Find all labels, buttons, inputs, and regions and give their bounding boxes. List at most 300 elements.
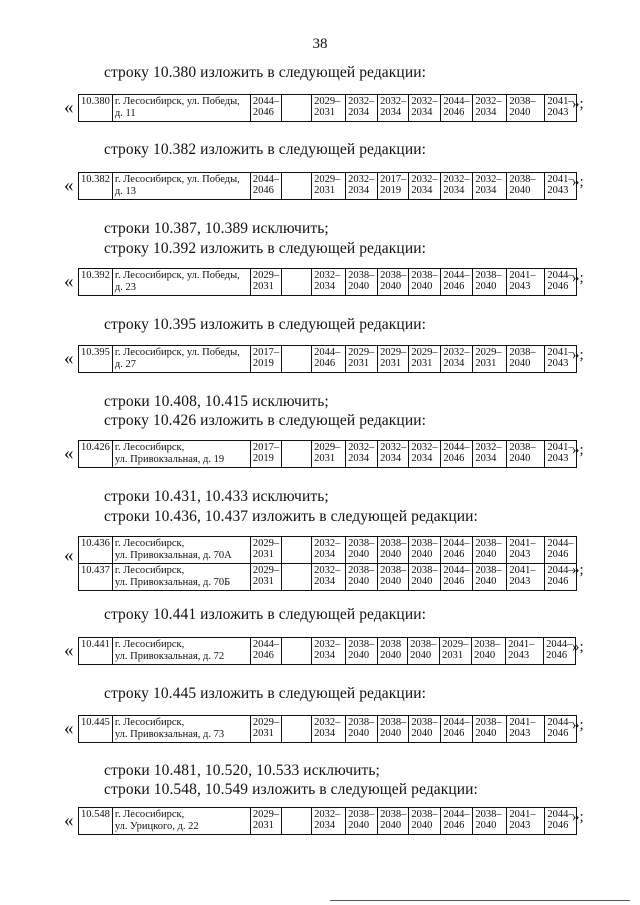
open-quote: « <box>64 810 74 831</box>
period-cell <box>250 441 281 468</box>
period-start: 2032– <box>380 96 407 107</box>
period-cell <box>409 346 441 373</box>
amendment-table <box>78 536 577 591</box>
open-quote: « <box>64 443 74 464</box>
period-end: 2046 <box>443 576 465 587</box>
period-start: 2041– <box>547 347 574 358</box>
period-end: 2034 <box>411 107 433 118</box>
period-end: 2040 <box>380 650 402 661</box>
period-start: 2032– <box>314 538 341 549</box>
period-end: 2040 <box>475 820 497 831</box>
address-line: г. Лесосибирск, ул. Победы, <box>114 96 240 107</box>
period-start: 2032– <box>443 347 470 358</box>
period-end: 2043 <box>509 281 531 292</box>
period-cell <box>346 346 378 373</box>
period-end: 2040 <box>411 281 433 292</box>
period-start: 2032– <box>475 96 502 107</box>
address-line: ул. Урицкого, д. 22 <box>114 821 199 832</box>
period-start: 2038– <box>475 270 502 281</box>
period-end: 2046 <box>443 549 465 560</box>
row-block <box>64 268 624 300</box>
address-line: д. 13 <box>114 186 136 197</box>
period-start: 2044– <box>314 347 341 358</box>
period-end: 2034 <box>411 185 433 196</box>
period-end: 2040 <box>348 728 370 739</box>
period-start: 2044– <box>252 174 280 185</box>
close-quote: »; <box>572 809 584 825</box>
row-number: 10.380 <box>79 95 113 122</box>
row-number: 10.441 <box>79 638 113 665</box>
period-start: 2038– <box>475 809 502 820</box>
period-start: 2038– <box>509 347 536 358</box>
period-cell <box>346 173 378 200</box>
period-end: 2040 <box>475 728 497 739</box>
period-cell <box>441 537 473 564</box>
row-number: 10.382 <box>79 173 113 200</box>
period-cell <box>282 808 312 835</box>
period-cell <box>473 173 507 200</box>
period-end: 2034 <box>411 453 433 464</box>
period-start: 2032– <box>314 639 341 650</box>
period-cell <box>507 269 545 296</box>
period-start: 2032– <box>314 717 341 728</box>
period-start: 2044– <box>252 96 280 107</box>
period-end: 2031 <box>252 728 274 739</box>
period-cell <box>441 716 473 743</box>
period-end: 2040 <box>380 728 402 739</box>
open-quote: « <box>64 545 74 566</box>
period-end: 2043 <box>509 549 531 560</box>
address-cell <box>112 441 250 468</box>
open-quote: « <box>64 175 74 196</box>
period-start: 2038– <box>509 96 536 107</box>
period-end: 2043 <box>509 576 531 587</box>
period-cell <box>250 808 281 835</box>
period-end: 2031 <box>252 281 274 292</box>
period-start: 2029– <box>252 538 280 549</box>
open-quote: « <box>64 348 74 369</box>
period-cell <box>346 269 378 296</box>
period-start: 2032– <box>475 442 502 453</box>
period-end: 2043 <box>509 820 531 831</box>
row-block <box>64 94 624 126</box>
period-start: 2032– <box>411 96 438 107</box>
row-block-double <box>64 536 624 596</box>
period-start: 2041– <box>509 270 536 281</box>
period-start: 2029– <box>411 347 438 358</box>
period-start: 2029– <box>348 347 375 358</box>
address-cell <box>112 346 250 373</box>
period-end: 2031 <box>252 576 274 587</box>
period-end: 2046 <box>443 728 465 739</box>
period-end: 2043 <box>547 453 569 464</box>
amendment-table <box>78 345 577 373</box>
period-end: 2034 <box>314 820 336 831</box>
period-start: 2038– <box>475 565 502 576</box>
period-cell <box>507 95 545 122</box>
period-start: 2041– <box>547 174 574 185</box>
address-line: г. Лесосибирск, <box>114 442 185 453</box>
period-cell <box>250 269 281 296</box>
table-row <box>79 346 577 373</box>
period-end: 2034 <box>314 728 336 739</box>
row-block <box>64 637 624 669</box>
period-cell <box>312 537 346 564</box>
close-quote: »; <box>572 639 584 655</box>
page-bottom-rule <box>330 900 630 901</box>
row-number: 10.395 <box>79 346 113 373</box>
table-row <box>79 95 577 122</box>
row-number: 10.445 <box>79 716 113 743</box>
period-start: 2029– <box>475 347 502 358</box>
period-start: 2038– <box>348 270 375 281</box>
period-start: 2038– <box>475 538 502 549</box>
open-quote: « <box>64 718 74 739</box>
period-end: 2040 <box>509 358 531 369</box>
period-cell <box>312 173 346 200</box>
period-cell <box>346 441 378 468</box>
period-end: 2046 <box>443 281 465 292</box>
period-cell <box>346 564 378 591</box>
instruction-text: строки 10.387, 10.389 исключить; <box>104 220 329 237</box>
period-start: 2032– <box>411 174 438 185</box>
period-end: 2046 <box>443 453 465 464</box>
period-start: 2038– <box>475 717 502 728</box>
period-end: 2046 <box>314 358 336 369</box>
period-end: 2031 <box>314 107 336 118</box>
period-end: 2034 <box>475 453 497 464</box>
period-end: 2034 <box>380 453 402 464</box>
address-cell <box>112 173 250 200</box>
period-end: 2031 <box>348 358 370 369</box>
period-start: 2038– <box>509 442 536 453</box>
period-start: 2038 <box>380 639 402 650</box>
period-cell <box>409 173 441 200</box>
period-end: 2040 <box>380 820 402 831</box>
period-cell <box>473 346 507 373</box>
period-end: 2043 <box>547 358 569 369</box>
period-end: 2034 <box>314 576 336 587</box>
period-cell <box>378 173 409 200</box>
period-cell <box>378 269 409 296</box>
period-cell <box>346 537 378 564</box>
address-line: ул. Привокзальная, д. 70Б <box>114 577 231 588</box>
period-cell <box>282 441 312 468</box>
row-number: 10.426 <box>79 441 113 468</box>
period-cell <box>378 716 409 743</box>
period-end: 2040 <box>348 820 370 831</box>
period-start: 2044– <box>443 717 470 728</box>
period-end: 2019 <box>252 453 274 464</box>
instruction-text: строку 10.395 изложить в следующей редакции: <box>104 316 427 333</box>
period-end: 2040 <box>475 576 497 587</box>
period-start: 2044– <box>547 565 574 576</box>
instruction-text: строку 10.445 изложить в следующей редакции: <box>104 685 427 702</box>
period-cell <box>507 808 545 835</box>
period-end: 2046 <box>252 185 274 196</box>
period-end: 2034 <box>380 107 402 118</box>
address-line: г. Лесосибирск, <box>114 809 185 820</box>
period-end: 2040 <box>410 650 432 661</box>
period-start: 2029– <box>252 809 280 820</box>
period-end: 2031 <box>380 358 402 369</box>
period-end: 2040 <box>475 549 497 560</box>
period-start: 2044– <box>547 270 574 281</box>
period-start: 2029– <box>314 96 341 107</box>
table-row <box>79 638 576 665</box>
period-cell <box>441 564 473 591</box>
amendment-table <box>78 268 577 296</box>
period-start: 2044– <box>252 639 280 650</box>
address-cell <box>112 269 250 296</box>
period-end: 2046 <box>443 820 465 831</box>
address-line: г. Лесосибирск, <box>114 565 185 576</box>
period-end: 2043 <box>509 728 531 739</box>
amendment-table <box>78 94 577 122</box>
period-end: 2046 <box>547 728 569 739</box>
amendment-table <box>78 637 576 665</box>
period-end: 2040 <box>411 820 433 831</box>
period-end: 2031 <box>314 453 336 464</box>
period-start: 2029– <box>442 639 469 650</box>
period-cell <box>250 638 281 665</box>
period-end: 2034 <box>443 185 465 196</box>
period-start: 2041– <box>547 442 574 453</box>
period-end: 2040 <box>380 281 402 292</box>
instruction-text: строки 10.436, 10.437 изложить в следующей редакции: <box>104 508 478 525</box>
period-start: 2029– <box>252 270 280 281</box>
period-cell <box>507 537 545 564</box>
period-end: 2040 <box>509 185 531 196</box>
instruction-text: строку 10.382 изложить в следующей редакции: <box>104 141 427 158</box>
period-start: 2038– <box>411 565 438 576</box>
period-end: 2040 <box>411 549 433 560</box>
period-start: 2032– <box>443 174 470 185</box>
period-end: 2034 <box>348 185 370 196</box>
address-line: д. 23 <box>114 282 136 293</box>
instruction-text: строку 10.426 изложить в следующей редакции: <box>104 412 427 429</box>
period-end: 2046 <box>546 650 568 661</box>
period-end: 2040 <box>348 281 370 292</box>
period-start: 2029– <box>314 442 341 453</box>
period-cell <box>409 95 441 122</box>
close-quote: »; <box>572 442 584 458</box>
table-row <box>79 269 577 296</box>
row-block <box>64 172 624 204</box>
period-start: 2032– <box>348 442 375 453</box>
period-cell <box>378 95 409 122</box>
period-end: 2034 <box>314 549 336 560</box>
period-cell <box>312 441 346 468</box>
period-end: 2040 <box>380 576 402 587</box>
amendment-table <box>78 172 577 200</box>
period-start: 2038– <box>474 639 501 650</box>
period-start: 2041– <box>509 809 536 820</box>
period-start: 2017– <box>252 442 280 453</box>
period-cell <box>409 269 441 296</box>
period-cell <box>473 808 507 835</box>
period-cell <box>441 173 473 200</box>
period-start: 2041– <box>509 538 536 549</box>
period-cell <box>441 269 473 296</box>
row-number: 10.436 <box>79 537 113 564</box>
open-quote: « <box>64 640 74 661</box>
address-line: г. Лесосибирск, ул. Победы, <box>114 270 240 281</box>
open-quote: « <box>64 97 74 118</box>
period-cell <box>312 269 346 296</box>
period-start: 2029– <box>252 717 280 728</box>
period-cell <box>441 808 473 835</box>
period-cell <box>378 441 409 468</box>
address-line: д. 11 <box>114 108 136 119</box>
period-end: 2046 <box>547 576 569 587</box>
period-cell <box>473 716 507 743</box>
period-cell <box>346 95 378 122</box>
period-start: 2038– <box>380 565 407 576</box>
period-end: 2019 <box>252 358 274 369</box>
period-end: 2046 <box>547 281 569 292</box>
period-start: 2038– <box>348 809 375 820</box>
period-cell <box>378 638 408 665</box>
period-cell <box>507 564 545 591</box>
period-start: 2032– <box>314 809 341 820</box>
period-cell <box>312 346 346 373</box>
period-end: 2040 <box>509 453 531 464</box>
period-end: 2040 <box>380 549 402 560</box>
address-cell <box>112 808 250 835</box>
period-cell <box>441 95 473 122</box>
period-start: 2038– <box>380 270 407 281</box>
period-end: 2043 <box>547 185 569 196</box>
period-cell <box>507 441 545 468</box>
period-start: 2038– <box>411 538 438 549</box>
period-start: 2038– <box>411 270 438 281</box>
period-cell <box>250 173 281 200</box>
period-cell <box>282 638 312 665</box>
period-cell <box>409 441 441 468</box>
period-end: 2034 <box>348 107 370 118</box>
period-start: 2044– <box>546 639 573 650</box>
period-cell <box>507 346 545 373</box>
period-end: 2031 <box>475 358 497 369</box>
period-cell <box>507 716 545 743</box>
close-quote: »; <box>572 270 584 286</box>
period-start: 2038– <box>380 717 407 728</box>
period-start: 2032– <box>314 270 341 281</box>
period-cell <box>312 564 346 591</box>
period-start: 2032– <box>348 174 375 185</box>
period-start: 2038– <box>509 174 536 185</box>
row-number: 10.548 <box>79 808 113 835</box>
close-quote: »; <box>572 347 584 363</box>
instruction-text: строку 10.380 изложить в следующей редакции: <box>104 64 427 81</box>
period-end: 2043 <box>547 107 569 118</box>
period-end: 2046 <box>547 820 569 831</box>
page-number: 38 <box>312 36 328 52</box>
period-start: 2041– <box>508 639 535 650</box>
address-cell <box>112 716 250 743</box>
period-end: 2043 <box>508 650 530 661</box>
address-line: ул. Привокзальная, д. 70А <box>114 550 232 561</box>
period-end: 2040 <box>474 650 496 661</box>
amendment-table <box>78 715 577 743</box>
period-start: 2032– <box>348 96 375 107</box>
period-start: 2029– <box>380 347 407 358</box>
period-cell <box>250 346 281 373</box>
period-end: 2031 <box>252 549 274 560</box>
period-end: 2040 <box>475 281 497 292</box>
address-line: г. Лесосибирск, ул. Победы, <box>114 174 240 185</box>
period-start: 2038– <box>348 639 375 650</box>
address-line: г. Лесосибирск, ул. Победы, <box>114 347 240 358</box>
address-line: г. Лесосибирск, <box>114 538 185 549</box>
period-start: 2038– <box>348 717 375 728</box>
address-line: ул. Привокзальная, д. 72 <box>114 651 225 662</box>
row-block <box>64 440 624 472</box>
period-cell <box>378 808 409 835</box>
period-cell <box>282 173 312 200</box>
period-cell <box>282 346 312 373</box>
period-end: 2034 <box>475 107 497 118</box>
period-cell <box>312 638 346 665</box>
period-cell <box>409 716 441 743</box>
period-cell <box>409 564 441 591</box>
table-row <box>79 441 577 468</box>
period-start: 2017– <box>380 174 407 185</box>
period-end: 2031 <box>252 820 274 831</box>
period-cell <box>544 638 576 665</box>
period-end: 2034 <box>314 281 336 292</box>
amendment-table <box>78 807 577 835</box>
period-cell <box>250 95 281 122</box>
period-start: 2038– <box>411 809 438 820</box>
period-cell <box>473 564 507 591</box>
instruction-text: строки 10.481, 10.520, 10.533 исключить; <box>104 762 380 779</box>
period-start: 2044– <box>547 717 574 728</box>
address-cell <box>112 564 250 591</box>
period-end: 2040 <box>509 107 531 118</box>
period-cell <box>409 537 441 564</box>
close-quote: »; <box>572 96 584 112</box>
address-cell <box>112 638 250 665</box>
period-cell <box>440 638 472 665</box>
table-row <box>79 808 577 835</box>
period-cell <box>378 564 409 591</box>
period-cell <box>282 564 312 591</box>
instruction-text: строки 10.408, 10.415 исключить; <box>104 393 329 410</box>
period-cell <box>282 716 312 743</box>
instruction-text: строки 10.548, 10.549 изложить в следующей редакции: <box>104 781 478 798</box>
period-cell <box>472 638 506 665</box>
instruction-text: строку 10.392 изложить в следующей редакции: <box>104 240 427 257</box>
period-end: 2040 <box>348 549 370 560</box>
period-start: 2038– <box>348 538 375 549</box>
period-cell <box>346 638 378 665</box>
period-cell <box>408 638 440 665</box>
period-cell <box>312 95 346 122</box>
period-start: 2041– <box>509 717 536 728</box>
period-start: 2041– <box>547 96 574 107</box>
period-start: 2041– <box>509 565 536 576</box>
period-start: 2038– <box>410 639 437 650</box>
period-cell <box>282 269 312 296</box>
address-line: г. Лесосибирск, <box>114 717 185 728</box>
period-cell <box>473 441 507 468</box>
period-end: 2031 <box>411 358 433 369</box>
period-cell <box>250 564 281 591</box>
period-cell <box>282 537 312 564</box>
period-cell <box>378 537 409 564</box>
